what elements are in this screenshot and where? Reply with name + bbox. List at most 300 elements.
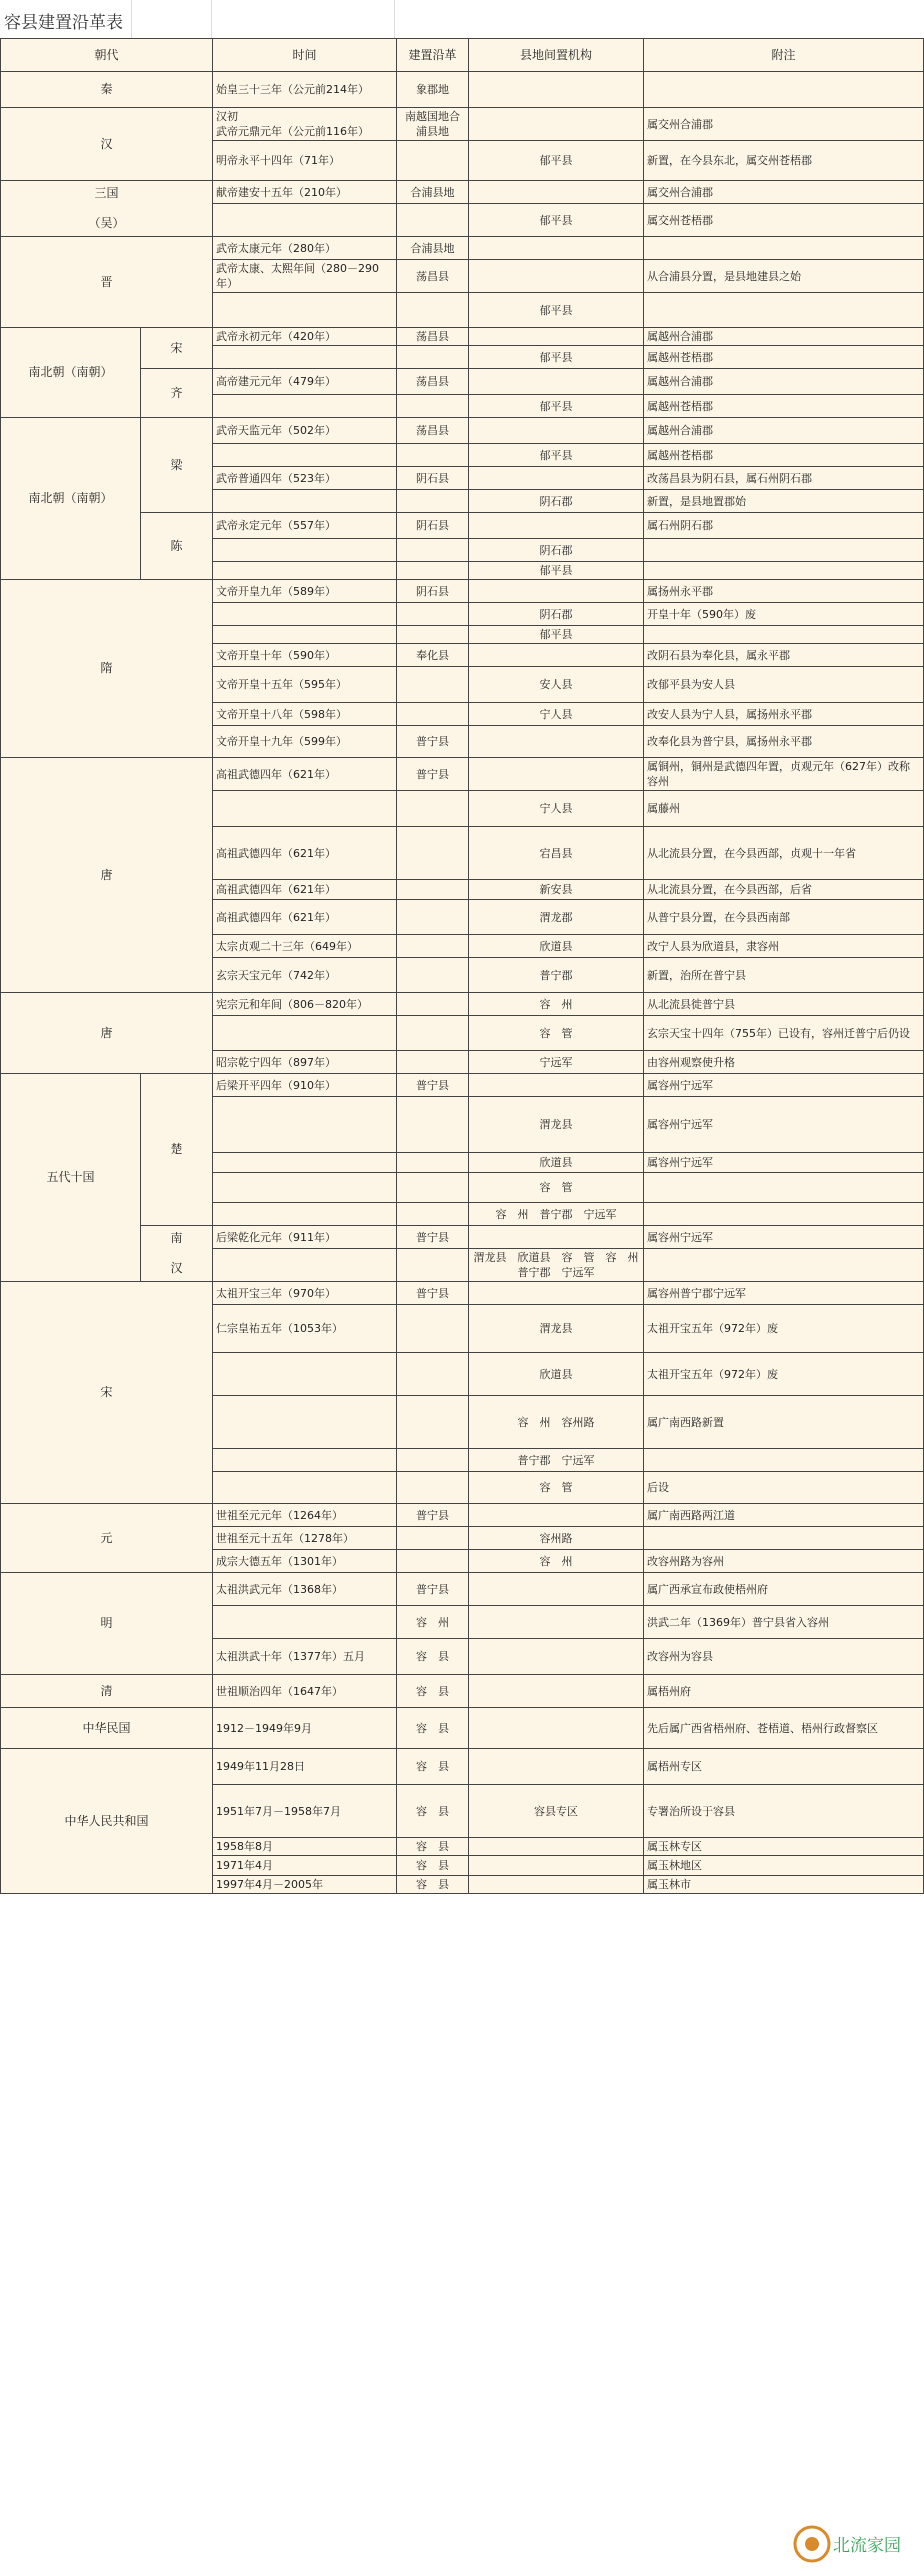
sub-dynasty-cell: 宋 — [141, 328, 213, 369]
time-cell — [213, 444, 397, 467]
notes-cell: 后设 — [644, 1472, 924, 1504]
notes-cell — [644, 237, 924, 260]
notes-cell: 从北流县分置，在今县西部，后省 — [644, 880, 924, 900]
county-cell: 阴石县 — [397, 467, 469, 490]
time-line: 明帝永平十四年（71年） — [216, 154, 341, 167]
notes-cell: 属藤州 — [644, 791, 924, 827]
county-cell — [397, 1527, 469, 1550]
county-cell: 南越国地合浦县地 — [397, 108, 469, 141]
agency-cell: 容 管 — [469, 1173, 644, 1203]
notes-cell — [644, 72, 924, 108]
agency-cell: 郁平县 — [469, 562, 644, 580]
time-line: 成宗大德五年（1301年） — [216, 1554, 344, 1568]
time-cell — [213, 204, 397, 237]
sub-dynasty-cell: 楚 — [141, 1074, 213, 1226]
dynasty-cell: 南北朝（南朝） — [1, 328, 141, 418]
notes-cell: 玄宗天宝十四年（755年）已设有，容州迁普宁后仍设 — [644, 1016, 924, 1051]
time-line: 武帝太康、太熙年间（280－290年） — [216, 262, 380, 290]
time-line: 文帝开皇十八年（598年） — [216, 707, 348, 721]
county-cell: 容 县 — [397, 1856, 469, 1876]
county-cell: 荡昌县 — [397, 260, 469, 293]
table-row — [1, 580, 924, 603]
time-cell — [213, 108, 397, 141]
agency-cell — [469, 181, 644, 204]
agency-cell: 郁平县 — [469, 444, 644, 467]
time-cell — [213, 667, 397, 703]
notes-cell: 从北流县徙普宁县 — [644, 993, 924, 1016]
notes-cell — [644, 1449, 924, 1472]
time-line: 太祖开宝三年（970年） — [216, 1286, 337, 1300]
time-cell — [213, 827, 397, 880]
agency-cell — [469, 1282, 644, 1305]
county-cell — [397, 1353, 469, 1396]
notes-cell: 太祖开宝五年（972年）废 — [644, 1353, 924, 1396]
time-cell — [213, 726, 397, 758]
time-cell — [213, 1550, 397, 1573]
dynasty-cell: 清 — [1, 1675, 213, 1708]
county-cell — [397, 880, 469, 900]
time-cell — [213, 935, 397, 958]
header-row — [1, 39, 924, 72]
sun-core-icon — [805, 2537, 819, 2551]
time-line: 1958年8月 — [216, 1840, 274, 1853]
notes-cell: 属容州宁远军 — [644, 1226, 924, 1249]
time-cell — [213, 791, 397, 827]
county-cell: 容 县 — [397, 1708, 469, 1749]
agency-cell — [469, 1749, 644, 1785]
county-cell — [397, 293, 469, 328]
county-cell: 容 县 — [397, 1876, 469, 1894]
notes-cell — [644, 1527, 924, 1550]
header-time: 时间 — [213, 39, 397, 72]
agency-cell — [469, 260, 644, 293]
time-line: 1997年4月－2005年 — [216, 1878, 324, 1891]
county-cell: 阴石县 — [397, 513, 469, 539]
agency-cell — [469, 644, 644, 667]
sub-dynasty-cell: 陈 — [141, 513, 213, 580]
agency-cell — [469, 1675, 644, 1708]
county-cell — [397, 935, 469, 958]
agency-cell: 普宁郡 — [469, 958, 644, 993]
notes-cell: 改郁平县为安人县 — [644, 667, 924, 703]
county-cell — [397, 490, 469, 513]
time-line: 太宗贞观二十三年（649年） — [216, 939, 359, 953]
agency-cell — [469, 72, 644, 108]
county-cell — [397, 993, 469, 1016]
time-cell — [213, 1051, 397, 1074]
agency-cell: 欣道县 — [469, 1353, 644, 1396]
sub-dynasty-cell: 梁 — [141, 418, 213, 513]
table-row — [1, 1282, 924, 1305]
time-cell — [213, 1353, 397, 1396]
notes-cell: 属越州合浦郡 — [644, 328, 924, 346]
time-line: 献帝建安十五年（210年） — [216, 185, 348, 199]
table-row — [1, 1573, 924, 1606]
watermark-text: 北流家园 — [833, 2536, 901, 2556]
notes-cell: 属容州宁远军 — [644, 1153, 924, 1173]
agency-cell — [469, 1504, 644, 1527]
notes-cell — [644, 1203, 924, 1226]
time-cell — [213, 1749, 397, 1785]
notes-cell: 改阴石县为奉化县，属永平郡 — [644, 644, 924, 667]
notes-cell: 属越州苍梧郡 — [644, 444, 924, 467]
time-cell — [213, 880, 397, 900]
county-cell: 荡昌县 — [397, 418, 469, 444]
time-cell — [213, 758, 397, 791]
table-row — [1, 758, 924, 791]
notes-cell: 属广西承宣布政使梧州府 — [644, 1573, 924, 1606]
time-cell — [213, 1305, 397, 1353]
time-line: 高祖武德四年（621年） — [216, 910, 337, 924]
notes-cell — [644, 1249, 924, 1282]
dynasty-cell: 晋 — [1, 237, 213, 328]
agency-cell — [469, 1838, 644, 1856]
county-cell — [397, 958, 469, 993]
time-cell — [213, 1449, 397, 1472]
time-cell — [213, 1606, 397, 1639]
table-row — [1, 1749, 924, 1785]
county-cell — [397, 626, 469, 644]
notes-cell: 改安人县为宁人县，属扬州永平郡 — [644, 703, 924, 726]
notes-cell — [644, 1173, 924, 1203]
time-line: 文帝开皇九年（589年） — [216, 584, 337, 598]
time-line: 始皇三十三年（公元前214年） — [216, 83, 370, 96]
dynasty-cell: 五代十国 — [1, 1074, 141, 1282]
county-cell — [397, 1173, 469, 1203]
table-row — [1, 108, 924, 141]
time-cell — [213, 1173, 397, 1203]
notes-cell: 由容州观察使升格 — [644, 1051, 924, 1074]
table-row — [1, 418, 924, 444]
time-line: 1951年7月－1958年7月 — [216, 1804, 342, 1818]
time-cell — [213, 562, 397, 580]
time-line: 武帝永初元年（420年） — [216, 330, 337, 343]
county-cell — [397, 444, 469, 467]
county-cell — [397, 1203, 469, 1226]
county-cell — [397, 141, 469, 181]
agency-cell: 郁平县 — [469, 395, 644, 418]
agency-cell: 容州路 — [469, 1527, 644, 1550]
county-cell: 容 县 — [397, 1639, 469, 1675]
time-cell — [213, 490, 397, 513]
time-line: 世祖至元十五年（1278年） — [216, 1531, 355, 1545]
agency-cell: 容 州 — [469, 1550, 644, 1573]
notes-cell: 属交州合浦郡 — [644, 181, 924, 204]
time-cell — [213, 1838, 397, 1856]
table-row — [1, 72, 924, 108]
agency-cell: 容 州 容州路 — [469, 1396, 644, 1449]
agency-cell: 安人县 — [469, 667, 644, 703]
county-cell — [397, 1449, 469, 1472]
county-cell — [397, 204, 469, 237]
header-county: 建置沿革 — [397, 39, 469, 72]
dynasty-cell: 秦 — [1, 72, 213, 108]
time-cell — [213, 395, 397, 418]
notes-cell: 属容州宁远军 — [644, 1097, 924, 1153]
notes-cell: 属容州普宁郡宁远军 — [644, 1282, 924, 1305]
time-cell — [213, 346, 397, 369]
time-line: 太祖洪武十年（1377年）五月 — [216, 1650, 366, 1663]
notes-cell: 先后属广西省梧州府、苍梧道、梧州行政督察区 — [644, 1708, 924, 1749]
table-body — [1, 72, 924, 1894]
agency-cell — [469, 328, 644, 346]
time-cell — [213, 293, 397, 328]
county-cell — [397, 539, 469, 562]
time-line: 昭宗乾宁四年（897年） — [216, 1055, 337, 1069]
time-cell — [213, 141, 397, 181]
county-cell: 荡昌县 — [397, 369, 469, 395]
agency-cell — [469, 369, 644, 395]
agency-cell: 容 州 — [469, 993, 644, 1016]
agency-cell: 容县专区 — [469, 1785, 644, 1838]
time-line: 玄宗天宝元年（742年） — [216, 968, 337, 982]
table-row — [1, 1708, 924, 1749]
county-cell: 容 县 — [397, 1675, 469, 1708]
time-line: 宪宗元和年间（806－820年） — [216, 997, 369, 1011]
time-line: 汉初 — [216, 110, 239, 123]
agency-cell: 新安县 — [469, 880, 644, 900]
agency-cell: 阴石郡 — [469, 539, 644, 562]
county-cell: 普宁县 — [397, 1226, 469, 1249]
notes-cell: 改容州为容县 — [644, 1639, 924, 1675]
agency-cell — [469, 758, 644, 791]
notes-cell: 属越州苍梧郡 — [644, 346, 924, 369]
time-line: 武帝天监元年（502年） — [216, 424, 337, 437]
time-cell — [213, 418, 397, 444]
agency-cell: 郁平县 — [469, 626, 644, 644]
notes-cell: 属玉林市 — [644, 1876, 924, 1894]
agency-cell: 郁平县 — [469, 204, 644, 237]
agency-cell — [469, 1708, 644, 1749]
time-cell — [213, 1203, 397, 1226]
time-cell — [213, 1856, 397, 1876]
time-cell — [213, 1472, 397, 1504]
dynasty-cell: 唐 — [1, 993, 213, 1074]
notes-cell: 属越州苍梧郡 — [644, 395, 924, 418]
time-line: 文帝开皇十五年（595年） — [216, 678, 348, 691]
header-dynasty: 朝代 — [1, 39, 213, 72]
county-cell — [397, 1153, 469, 1173]
notes-cell — [644, 539, 924, 562]
notes-cell: 改奉化县为普宁县，属扬州永平郡 — [644, 726, 924, 758]
agency-cell — [469, 1856, 644, 1876]
county-cell — [397, 667, 469, 703]
time-cell — [213, 1876, 397, 1894]
time-line: 武帝永定元年（557年） — [216, 519, 337, 532]
notes-cell: 新置，是县地置郡始 — [644, 490, 924, 513]
county-cell — [397, 603, 469, 626]
agency-cell: 宕昌县 — [469, 827, 644, 880]
county-cell — [397, 1396, 469, 1449]
agency-cell — [469, 513, 644, 539]
time-cell — [213, 1153, 397, 1173]
dynasty-cell: 元 — [1, 1504, 213, 1573]
agency-cell: 郁平县 — [469, 293, 644, 328]
county-cell — [397, 346, 469, 369]
sheet-title-bar — [0, 0, 923, 39]
dynasty-cell: 南北朝（南朝） — [1, 418, 141, 580]
time-cell — [213, 72, 397, 108]
time-cell — [213, 1282, 397, 1305]
notes-cell: 属交州合浦郡 — [644, 108, 924, 141]
time-cell — [213, 626, 397, 644]
sheet-title: 容县建置沿革表 — [4, 13, 123, 33]
time-line: 1949年11月28日 — [216, 1760, 306, 1773]
time-cell — [213, 703, 397, 726]
notes-cell: 属容州宁远军 — [644, 1074, 924, 1097]
notes-cell: 新置，治所在普宁县 — [644, 958, 924, 993]
table-row — [1, 1504, 924, 1527]
agency-cell: 郁平县 — [469, 141, 644, 181]
notes-cell: 改荡昌县为阴石县，属石州阴石郡 — [644, 467, 924, 490]
notes-cell: 属梧州府 — [644, 1675, 924, 1708]
notes-cell: 改容州路为容州 — [644, 1550, 924, 1573]
sub-dynasty-cell: 齐 — [141, 369, 213, 418]
time-cell — [213, 1573, 397, 1606]
notes-cell: 开皇十年（590年）废 — [644, 603, 924, 626]
grid-line — [211, 0, 212, 38]
dynasty-cell: 中华民国 — [1, 1708, 213, 1749]
agency-cell — [469, 467, 644, 490]
notes-cell: 属广南西路两江道 — [644, 1504, 924, 1527]
agency-cell — [469, 1639, 644, 1675]
time-cell — [213, 1527, 397, 1550]
time-cell — [213, 1226, 397, 1249]
notes-cell: 专署治所设于容县 — [644, 1785, 924, 1838]
county-cell — [397, 1550, 469, 1573]
agency-cell: 欣道县 — [469, 1153, 644, 1173]
county-cell — [397, 562, 469, 580]
time-line: 武帝元鼎元年（公元前116年） — [216, 125, 370, 138]
header-agency: 县地间置机构 — [469, 39, 644, 72]
county-cell: 容 州 — [397, 1606, 469, 1639]
agency-cell — [469, 580, 644, 603]
time-cell — [213, 1639, 397, 1675]
evolution-table — [0, 38, 924, 1894]
agency-cell: 渭龙郡 — [469, 900, 644, 935]
county-cell — [397, 1051, 469, 1074]
county-cell — [397, 1097, 469, 1153]
table-row — [1, 237, 924, 260]
sub-dynasty-cell: 南 汉 — [141, 1226, 213, 1282]
time-line: 高帝建元元年（479年） — [216, 375, 337, 388]
notes-cell: 属铜州，铜州是武德四年置，贞观元年（627年）改称容州 — [644, 758, 924, 791]
notes-cell: 属广南西路新置 — [644, 1396, 924, 1449]
county-cell: 合浦县地 — [397, 181, 469, 204]
time-cell — [213, 900, 397, 935]
agency-cell: 容 州 普宁郡 宁远军 — [469, 1203, 644, 1226]
dynasty-cell: 明 — [1, 1573, 213, 1675]
watermark-logo — [791, 2523, 911, 2565]
agency-cell — [469, 726, 644, 758]
agency-cell: 渭龙县 — [469, 1305, 644, 1353]
time-line: 武帝太康元年（280年） — [216, 241, 337, 255]
agency-cell: 容 管 — [469, 1472, 644, 1504]
notes-cell: 属扬州永平郡 — [644, 580, 924, 603]
county-cell: 普宁县 — [397, 1282, 469, 1305]
county-cell — [397, 900, 469, 935]
notes-cell: 从合浦县分置，是县地建县之始 — [644, 260, 924, 293]
time-line: 世祖至元元年（1264年） — [216, 1508, 344, 1522]
table-row — [1, 328, 924, 346]
notes-cell: 属石州阴石郡 — [644, 513, 924, 539]
time-line: 1971年4月 — [216, 1859, 274, 1872]
notes-cell — [644, 562, 924, 580]
dynasty-cell: 唐 — [1, 758, 213, 993]
county-cell: 普宁县 — [397, 1074, 469, 1097]
time-cell — [213, 260, 397, 293]
agency-cell — [469, 1876, 644, 1894]
county-cell: 象郡地 — [397, 72, 469, 108]
county-cell — [397, 1016, 469, 1051]
dynasty-cell: 宋 — [1, 1282, 213, 1504]
notes-cell: 太祖开宝五年（972年）废 — [644, 1305, 924, 1353]
notes-cell: 新置，在今县东北，属交州苍梧郡 — [644, 141, 924, 181]
notes-cell: 从普宁县分置，在今县西南部 — [644, 900, 924, 935]
time-cell — [213, 1708, 397, 1749]
county-cell — [397, 1472, 469, 1504]
agency-cell — [469, 1606, 644, 1639]
county-cell — [397, 827, 469, 880]
time-line: 太祖洪武元年（1368年） — [216, 1582, 344, 1596]
table-row — [1, 181, 924, 204]
header-notes: 附注 — [644, 39, 924, 72]
dynasty-cell: 隋 — [1, 580, 213, 758]
time-cell — [213, 1074, 397, 1097]
notes-cell — [644, 293, 924, 328]
notes-cell: 属玉林地区 — [644, 1856, 924, 1876]
county-cell: 容 县 — [397, 1749, 469, 1785]
agency-cell: 普宁郡 宁远军 — [469, 1449, 644, 1472]
notes-cell: 属越州合浦郡 — [644, 369, 924, 395]
notes-cell: 从北流县分置，在今县西部，贞观十一年省 — [644, 827, 924, 880]
time-line: 后梁乾化元年（911年） — [216, 1230, 337, 1244]
notes-cell: 属交州苍梧郡 — [644, 204, 924, 237]
notes-cell — [644, 626, 924, 644]
agency-cell — [469, 237, 644, 260]
table-row — [1, 1675, 924, 1708]
time-cell — [213, 467, 397, 490]
time-cell — [213, 1249, 397, 1282]
agency-cell: 容 管 — [469, 1016, 644, 1051]
time-line: 高祖武德四年（621年） — [216, 767, 337, 781]
time-line: 高祖武德四年（621年） — [216, 883, 337, 896]
agency-cell: 郁平县 — [469, 346, 644, 369]
time-line: 武帝普通四年（523年） — [216, 471, 337, 485]
time-line: 1912－1949年9月 — [216, 1721, 313, 1735]
time-cell — [213, 1504, 397, 1527]
county-cell — [397, 703, 469, 726]
county-cell: 荡昌县 — [397, 328, 469, 346]
agency-cell: 阴石郡 — [469, 603, 644, 626]
time-cell — [213, 539, 397, 562]
time-cell — [213, 993, 397, 1016]
county-cell: 容 县 — [397, 1838, 469, 1856]
time-cell — [213, 580, 397, 603]
time-line: 世祖顺治四年（1647年） — [216, 1684, 344, 1698]
county-cell: 普宁县 — [397, 1573, 469, 1606]
agency-cell — [469, 418, 644, 444]
dynasty-cell: 三国 （吴） — [1, 181, 213, 237]
agency-cell: 渭龙县 — [469, 1097, 644, 1153]
time-cell — [213, 1785, 397, 1838]
time-cell — [213, 181, 397, 204]
time-cell — [213, 1097, 397, 1153]
county-cell: 合浦县地 — [397, 237, 469, 260]
agency-cell: 欣道县 — [469, 935, 644, 958]
time-cell — [213, 1016, 397, 1051]
time-cell — [213, 513, 397, 539]
